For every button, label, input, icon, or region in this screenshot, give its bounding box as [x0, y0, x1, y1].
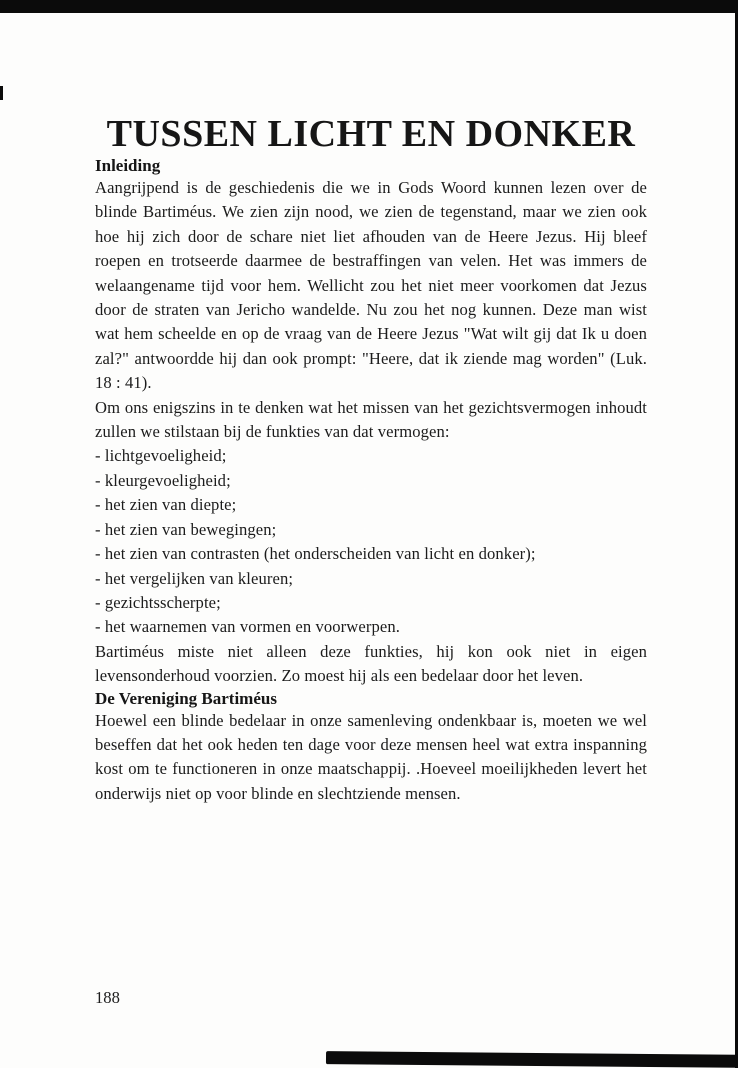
list-item: - het zien van contrasten (het onderscheiden van licht en donker); — [95, 544, 536, 564]
list-item: - het vergelijken van kleuren; — [95, 568, 294, 588]
paragraph-bartimeus-beggar: Bartiméus miste niet alleen deze funkties, hij kon ook niet in eigen levensonderhoud voorzien. Zo moest hij als een bedelaar door het leven. — [95, 641, 647, 686]
section-heading-inleiding: Inleiding — [95, 156, 161, 175]
paragraph-functions-intro: Om ons enigszins in te denken wat het missen van het gezichtsvermogen inhoudt zullen we stilstaan bij de funkties van dat vermogen: — [95, 397, 647, 442]
list-item: - lichtgevoeligheid; — [95, 446, 227, 466]
list-item: - gezichtsscherpte; — [95, 592, 221, 612]
list-item: - het zien van bewegingen; — [95, 519, 277, 539]
vision-functions-list — [95, 444, 647, 639]
page-number: 188 — [95, 988, 120, 1007]
page-content — [95, 0, 647, 806]
list-item: - het zien van diepte; — [95, 495, 237, 515]
page-title: TUSSEN LICHT EN DONKER — [106, 113, 636, 155]
paragraph-bartimeus-history: Aangrijpend is de geschiedenis die we in Gods Woord kunnen lezen over de blinde Bartiméus. We zien zijn nood, we zien de tegenstand, maar we zien ook hoe hij zich door de schare niet liet afhouden van de Heere Jezus. Hij bleef roepen en trotseerde daarmee de bestraffingen van velen. Het was immers de welaangename tijd voor hem. Wellicht zou het niet meer voorkomen dat Jezus door de straten van Jericho wandelde. Nu zou het nog kunnen. Deze man wist wat hem scheelde en op de vraag van de Heere Jezus "Wat wilt gij dat Ik u doen zal?" antwoordde hij dan ook prompt: "Heere, dat ik ziende mag worden" (Luk. 18 : 41). — [95, 178, 647, 393]
scan-artifact-bottom-bar — [326, 1051, 738, 1068]
section-heading-vereniging-bartimeus: De Vereniging Bartiméus — [95, 688, 277, 708]
list-item: - kleurgevoeligheid; — [95, 470, 231, 490]
paragraph-vereniging-intro: Hoewel een blinde bedelaar in onze samenleving ondenkbaar is, moeten we wel beseffen dat het ook heden ten dage voor deze mensen heel wat extra inspanning kost om te functioneren in onze maatschappij. .Hoeveel moeilijkheden levert het onderwijs niet op voor blinde en slechtziende mensen. — [95, 710, 647, 803]
list-item: - het waarnemen van vormen en voorwerpen. — [95, 617, 400, 637]
scan-artifact-left-tick — [0, 86, 3, 100]
